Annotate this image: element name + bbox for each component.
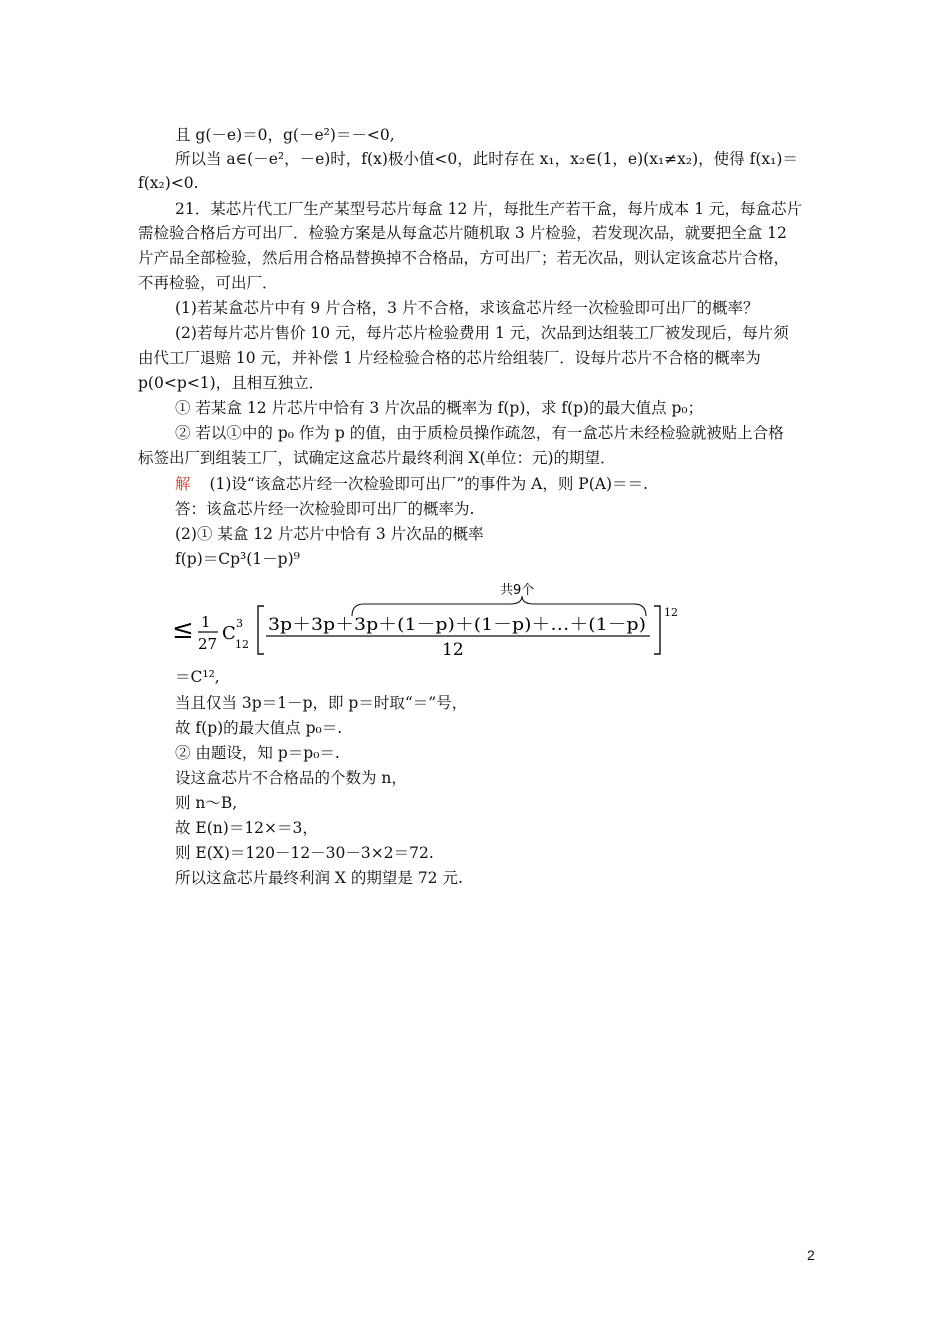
solution-line: f(p)＝Cp³(1－p)⁹ — [175, 550, 300, 568]
solution-label: 解 — [175, 475, 191, 493]
problem-line: (2)若每片芯片售价 10 元，每片芯片检验费用 1 元，次品到达组装工厂被发现后，每片须 — [175, 324, 789, 342]
formula-numerator: 3p＋3p＋3p＋(1－p)＋(1－p)＋…＋(1－p) — [268, 615, 646, 635]
coef-denominator: 27 — [198, 635, 218, 653]
page-number: 2 — [807, 1247, 815, 1263]
solution-text: (1)设“该盒芯片经一次检验即可出厂”的事件为 A，则 P(A)＝＝. — [209, 475, 648, 493]
text-line: 所以当 a∈(－e²，－e)时，f(x)极小值<0，此时存在 x₁，x₂∈(1，e)(x₁≠x₂)，使得 f(x₁)＝ — [175, 150, 798, 168]
text-line: f(x₂)<0. — [138, 174, 199, 192]
problem-line: ② 若以①中的 p₀ 作为 p 的值，由于质检员操作疏忽，有一盒芯片未经检验就被贴上合格 — [175, 424, 784, 442]
problem-line: 需检验合格后方可出厂．检验方案是从每盒芯片随机取 3 片检验，若发现次品，就要把全盒 12 — [138, 224, 787, 242]
problem-line: 片产品全部检验，然后用合格品替换掉不合格品，方可出厂；若无次品，则认定该盒芯片合格， — [138, 249, 790, 267]
solution-line: 所以这盒芯片最终利润 X 的期望是 72 元. — [175, 869, 463, 887]
solution-line: 则 n～B, — [175, 794, 238, 812]
problem-line: 由代工厂退赔 10 元，并补偿 1 片经检验合格的芯片给组装厂．设每片芯片不合格的概率为 — [138, 349, 761, 367]
solution-line: ＝C¹², — [175, 668, 220, 686]
solution-line: 当且仅当 3p＝1－p，即 p＝时取“＝”号， — [175, 694, 468, 712]
comb-sub: 12 — [235, 638, 249, 651]
problem-line: 标签出厂到组装工厂，试确定这盒芯片最终利润 X(单位：元)的期望． — [138, 449, 616, 467]
solution-line: (2)① 某盒 12 片芯片中恰有 3 片次品的概率 — [175, 525, 484, 543]
coef-numerator: 1 — [201, 613, 211, 631]
solution-line: 则 E(X)＝120－12－30－3×2＝72. — [175, 844, 434, 862]
problem-line: 不再检验，可出厂． — [138, 274, 278, 292]
solution-line — [175, 473, 648, 495]
comb-sup: 3 — [236, 617, 243, 630]
solution-line: 故 f(p)的最大值点 p₀＝. — [175, 719, 343, 737]
formula-denominator: 12 — [442, 640, 464, 660]
solution-line: 设这盒芯片不合格品的个数为 n， — [175, 769, 407, 787]
solution-line: 故 E(n)＝12×＝3， — [175, 819, 318, 837]
problem-line: p(0<p<1)，且相互独立． — [138, 374, 325, 392]
left-bracket — [258, 606, 264, 654]
overbrace — [352, 596, 646, 616]
solution-line: ② 由题设，知 p＝p₀＝. — [175, 744, 340, 762]
text-line: 且 g(－e)＝0，g(－e²)＝－<0, — [175, 126, 395, 144]
inequality-formula — [170, 582, 690, 660]
brace-label: 共9个 — [500, 583, 535, 598]
solution-line: 答：该盒芯片经一次检验即可出厂的概率为. — [175, 500, 475, 518]
comb-symbol: C — [222, 623, 236, 644]
right-bracket — [654, 606, 660, 654]
problem-line: ① 若某盒 12 片芯片中恰有 3 片次品的概率为 f(p)，求 f(p)的最大值点 p₀； — [175, 399, 704, 417]
power-exponent: 12 — [664, 606, 678, 619]
problem-line: 21．某芯片代工厂生产某型号芯片每盒 12 片，每批生产若干盒，每片成本 1 元，每盒芯片 — [175, 200, 803, 218]
leq-symbol: ≤ — [172, 615, 194, 645]
problem-line: (1)若某盒芯片中有 9 片合格，3 片不合格，求该盒芯片经一次检验即可出厂的概率？ — [175, 299, 759, 317]
